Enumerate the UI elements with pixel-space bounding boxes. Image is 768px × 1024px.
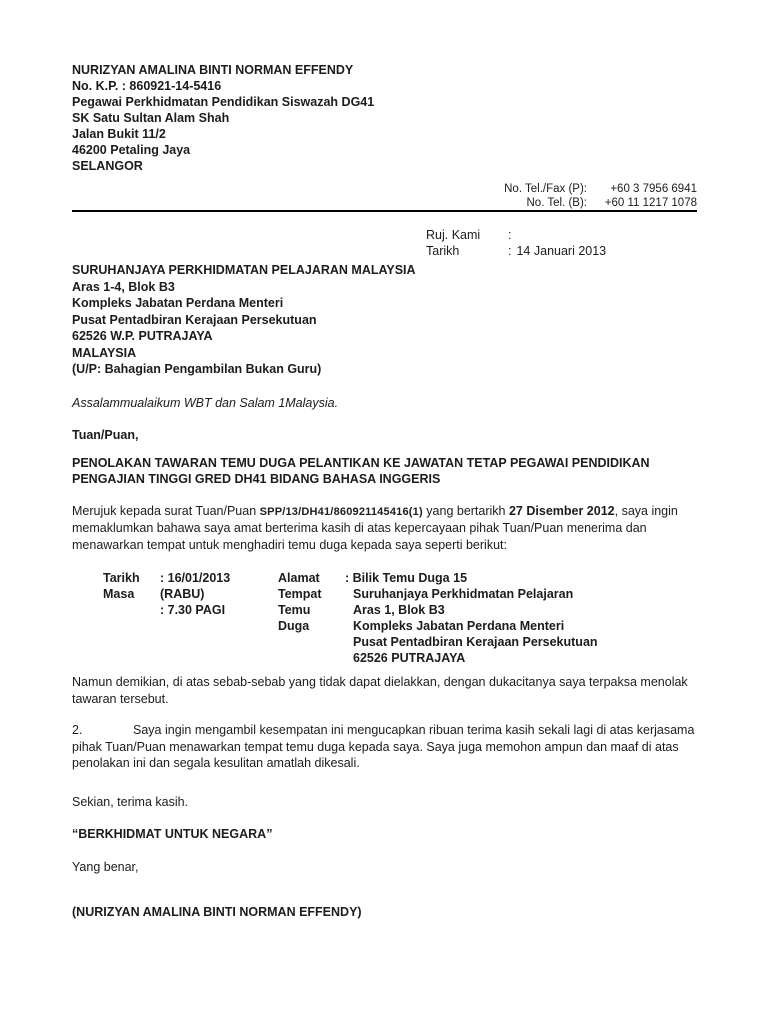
paragraph-intro — [72, 503, 697, 554]
subject-line: PENOLAKAN TAWARAN TEMU DUGA PELANTIKAN KE JAWATAN TETAP PEGAWAI PENDIDIKAN — [72, 455, 650, 470]
recipient-line: (U/P: Bahagian Pengambilan Bukan Guru) — [72, 362, 322, 376]
detail-address-line: Suruhanjaya Perkhidmatan Pelajaran — [353, 587, 574, 601]
interview-details — [103, 570, 697, 666]
letter-reference-number: SPP/13/DH41/860921145416(1) — [259, 505, 423, 518]
detail-label-alamat: Alamat — [278, 571, 320, 585]
detail-address-line: Pusat Pentadbiran Kerajaan Persekutuan — [353, 635, 598, 649]
phone-b-label: No. Tel. (B): — [526, 197, 587, 209]
letter-date: 27 Disember 2012 — [508, 503, 615, 518]
detail-address-line: : Bilik Temu Duga 15 — [345, 571, 468, 585]
detail-address-line: Kompleks Jabatan Perdana Menteri — [353, 619, 565, 633]
recipient-line: SURUHANJAYA PERKHIDMATAN PELAJARAN MALAYSIA — [72, 263, 416, 277]
recipient-line: Aras 1-4, Blok B3 — [72, 279, 175, 294]
ruj-kami-label: Ruj. Kami — [426, 228, 481, 242]
subject-line: PENGAJIAN TINGGI GRED DH41 BIDANG BAHASA INGGERIS — [72, 472, 441, 486]
paragraph-refusal: Namun demikian, di atas sebab-sebab yang tidak dapat dielakkan, dengan dukacitanya saya terpaksa menolak tawaran tersebut. — [72, 675, 688, 706]
subject-heading — [72, 455, 697, 488]
recipient-line: Kompleks Jabatan Perdana Menteri — [72, 296, 284, 310]
reference-block — [426, 227, 697, 259]
ruj-kami-sep: : — [508, 228, 512, 242]
tarikh-sep: : — [508, 244, 512, 258]
detail-label-masa: Masa — [103, 587, 135, 601]
sender-name: NURIZYAN AMALINA BINTI NORMAN EFFENDY — [72, 63, 354, 77]
recipient-line: Pusat Pentadbiran Kerajaan Persekutuan — [72, 312, 317, 327]
phone-fax-value: +60 3 7956 6941 — [610, 183, 697, 195]
detail-address-line: Aras 1, Blok B3 — [353, 603, 445, 617]
sender-block — [72, 62, 697, 174]
paragraph-text: Merujuk kepada surat Tuan/Puan — [72, 503, 260, 518]
sender-line: 46200 Petaling Jaya — [72, 143, 191, 157]
tarikh-value: 14 Januari 2013 — [516, 244, 607, 258]
phone-fax-label: No. Tel./Fax (P): — [504, 183, 587, 195]
sign-off-line: Yang benar, — [72, 859, 139, 874]
ref-row — [426, 243, 697, 259]
phone-b-value: +60 11 1217 1078 — [604, 197, 697, 209]
detail-label-tarikh: Tarikh — [103, 571, 140, 585]
sender-line: Jalan Bukit 11/2 — [72, 127, 166, 141]
ref-row — [426, 227, 697, 243]
details-right-labels — [278, 570, 345, 666]
paragraph-thanks — [72, 722, 697, 772]
header-divider — [72, 210, 697, 212]
greeting-line: Assalammualaikum WBT dan Salam 1Malaysia. — [72, 395, 339, 410]
detail-label-tempat: Tempat — [278, 587, 322, 601]
details-right-values — [345, 570, 697, 666]
contact-row — [72, 182, 697, 196]
contact-block — [72, 182, 697, 210]
recipient-line: MALAYSIA — [72, 345, 137, 360]
contact-row — [72, 196, 697, 210]
recipient-block — [72, 262, 697, 378]
motto-line: “BERKHIDMAT UNTUK NEGARA” — [72, 827, 273, 841]
paragraph-text: yang bertarikh — [422, 503, 509, 518]
detail-value-masa: : 7.30 PAGI — [160, 603, 226, 617]
detail-address-line: 62526 PUTRAJAYA — [353, 651, 466, 665]
paragraph-text: Saya ingin mengambil kesempatan ini mengucapkan ribuan terima kasih sekali lagi di atas kerjasama pihak Tuan/Puan menawarkan tempat temu duga kepada saya. Saya juga memohon ampun dan maaf di atas penolakan ini dan segala kesulitan amatlah dikesali. — [72, 723, 695, 770]
sender-line: No. K.P. : 860921-14-5416 — [72, 79, 222, 93]
tarikh-label: Tarikh — [426, 244, 460, 258]
details-left-values — [160, 570, 278, 666]
salutation-line: Tuan/Puan, — [72, 428, 139, 442]
signed-name: (NURIZYAN AMALINA BINTI NORMAN EFFENDY) — [72, 905, 362, 919]
sender-line: SK Satu Sultan Alam Shah — [72, 111, 230, 125]
paragraph-number: 2. — [72, 723, 83, 737]
paragraph-text: , saya ingin memaklumkan bahawa saya amat berterima kasih di atas kepercayaan pihak Tuan/Puan menerima dan menawarkan tempat untuk menghadiri temu duga kepada saya seperti berikut: — [72, 503, 678, 552]
closing-thanks: Sekian, terima kasih. — [72, 794, 189, 809]
detail-label-temu-duga: Temu Duga — [278, 603, 311, 633]
details-left-labels — [103, 570, 160, 666]
recipient-line: 62526 W.P. PUTRAJAYA — [72, 329, 213, 343]
sender-line: Pegawai Perkhidmatan Pendidikan Siswazah DG41 — [72, 95, 375, 109]
sender-line: SELANGOR — [72, 159, 143, 173]
detail-value-tarikh: : 16/01/2013 (RABU) — [160, 571, 231, 601]
